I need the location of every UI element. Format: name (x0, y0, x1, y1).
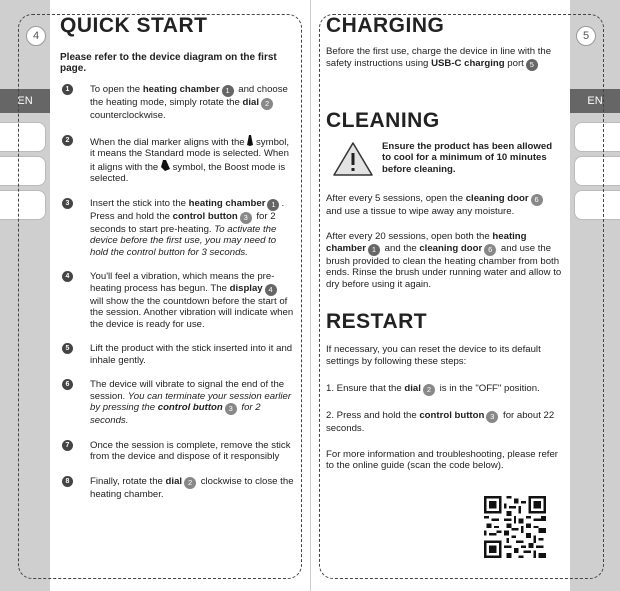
ref-badge: 1 (368, 244, 380, 256)
restart-intro: If necessary, you can reset the device to its default settings by following these steps: (326, 344, 541, 367)
restart-title: RESTART (326, 310, 428, 333)
step-number: 7 (62, 440, 73, 451)
list-item: 2 When the dial marker aligns with the symbol, it means the Standard mode is selected. When it aligns with the symbol, the Boost mode is selected. (60, 135, 294, 185)
ref-badge: 1 (267, 199, 279, 211)
list-item: 8 Finally, rotate the dial 2 clockwise to close the heating chamber. (60, 476, 294, 501)
page-fold (310, 0, 311, 591)
list-item: 5 Lift the product with the stick inserted into it and inhale gently. (60, 343, 294, 366)
warning-text: Ensure the product has been allowed to cool for a minimum of 10 minutes before cleaning. (382, 140, 553, 175)
page-number-right: 5 (576, 26, 596, 46)
cleaning-para-1: After every 5 sessions, open the cleaning door 6 and use a tissue to wipe away any moisture. (326, 193, 562, 218)
left-page (60, 14, 294, 513)
ref-badge: 2 (261, 98, 273, 110)
ref-badge: 3 (240, 212, 252, 224)
steps-list (60, 84, 294, 500)
ref-badge: 4 (265, 284, 277, 296)
step-number: 1 (62, 84, 73, 95)
cleaning-para-2: After every 20 sessions, open both the heating chamber 1 and the cleaning door 6 and use the brush provided to clean the heating chamber from both ends. Rinse the brush under running water and allow to dry before using it again. (326, 231, 562, 290)
list-item: 3 Insert the stick into the heating chamber 1 . Press and hold the control button 3 for 2 seconds to start pre-heating. To activate the device before the first use, you may need to hold the control button for 3 seconds. (60, 198, 294, 259)
charging-text: Before the first use, charge the device in line with the safety instructions using USB-C charging port 5 (326, 46, 552, 69)
restart-step-1: 1. Ensure that the dial 2 is in the "OFF" position. (326, 383, 540, 394)
step-number: 8 (62, 476, 73, 487)
list-item: 6 The device will vibrate to signal the end of the session. You can terminate your session earlier by pressing the control button 3 for 2 seconds. (60, 379, 294, 427)
step-number: 4 (62, 271, 73, 282)
ref-badge: 2 (184, 477, 196, 489)
step-number: 6 (62, 379, 73, 390)
ref-badge: 3 (486, 411, 498, 423)
list-item: 7 Once the session is complete, remove the stick from the device and dispose of it responsibly (60, 440, 294, 463)
warning-icon (332, 141, 374, 177)
ref-badge: 5 (526, 59, 538, 71)
boost-mode-icon (161, 160, 170, 171)
intro-text: Please refer to the device diagram on the first page. (60, 52, 277, 74)
cleaning-title: CLEANING (326, 108, 440, 132)
ref-badge: 1 (222, 85, 234, 97)
language-tab-right[interactable]: EN (570, 89, 620, 113)
step-number: 3 (62, 198, 73, 209)
ref-badge: 2 (423, 384, 435, 396)
right-page (326, 14, 562, 472)
quick-start-title: QUICK START (60, 14, 208, 37)
page-number-left: 4 (26, 26, 46, 46)
list-item: 4 You'll feel a vibration, which means the pre-heating process has begun. The display 4 will show the the countdown before the start of the session. Another vibration will indicate when the device is ready for use. (60, 271, 294, 330)
standard-mode-icon (247, 135, 253, 146)
ref-badge: 6 (531, 194, 543, 206)
step-number: 2 (62, 135, 73, 146)
qr-code[interactable] (484, 496, 546, 558)
ref-badge: 3 (225, 403, 237, 415)
charging-title: CHARGING (326, 14, 445, 37)
restart-step-2: 2. Press and hold the control button 3 for about 22 seconds. (326, 410, 555, 434)
step-number: 5 (62, 343, 73, 354)
warning-box (326, 141, 562, 181)
list-item: 1 To open the heating chamber 1 and choose the heating mode, simply rotate the dial 2 counterclockwise. (60, 84, 294, 122)
ref-badge: 6 (484, 244, 496, 256)
more-info-text: For more information and troubleshooting, please refer to the online guide (scan the code below). (326, 448, 558, 471)
language-tab-left[interactable]: EN (0, 89, 50, 113)
